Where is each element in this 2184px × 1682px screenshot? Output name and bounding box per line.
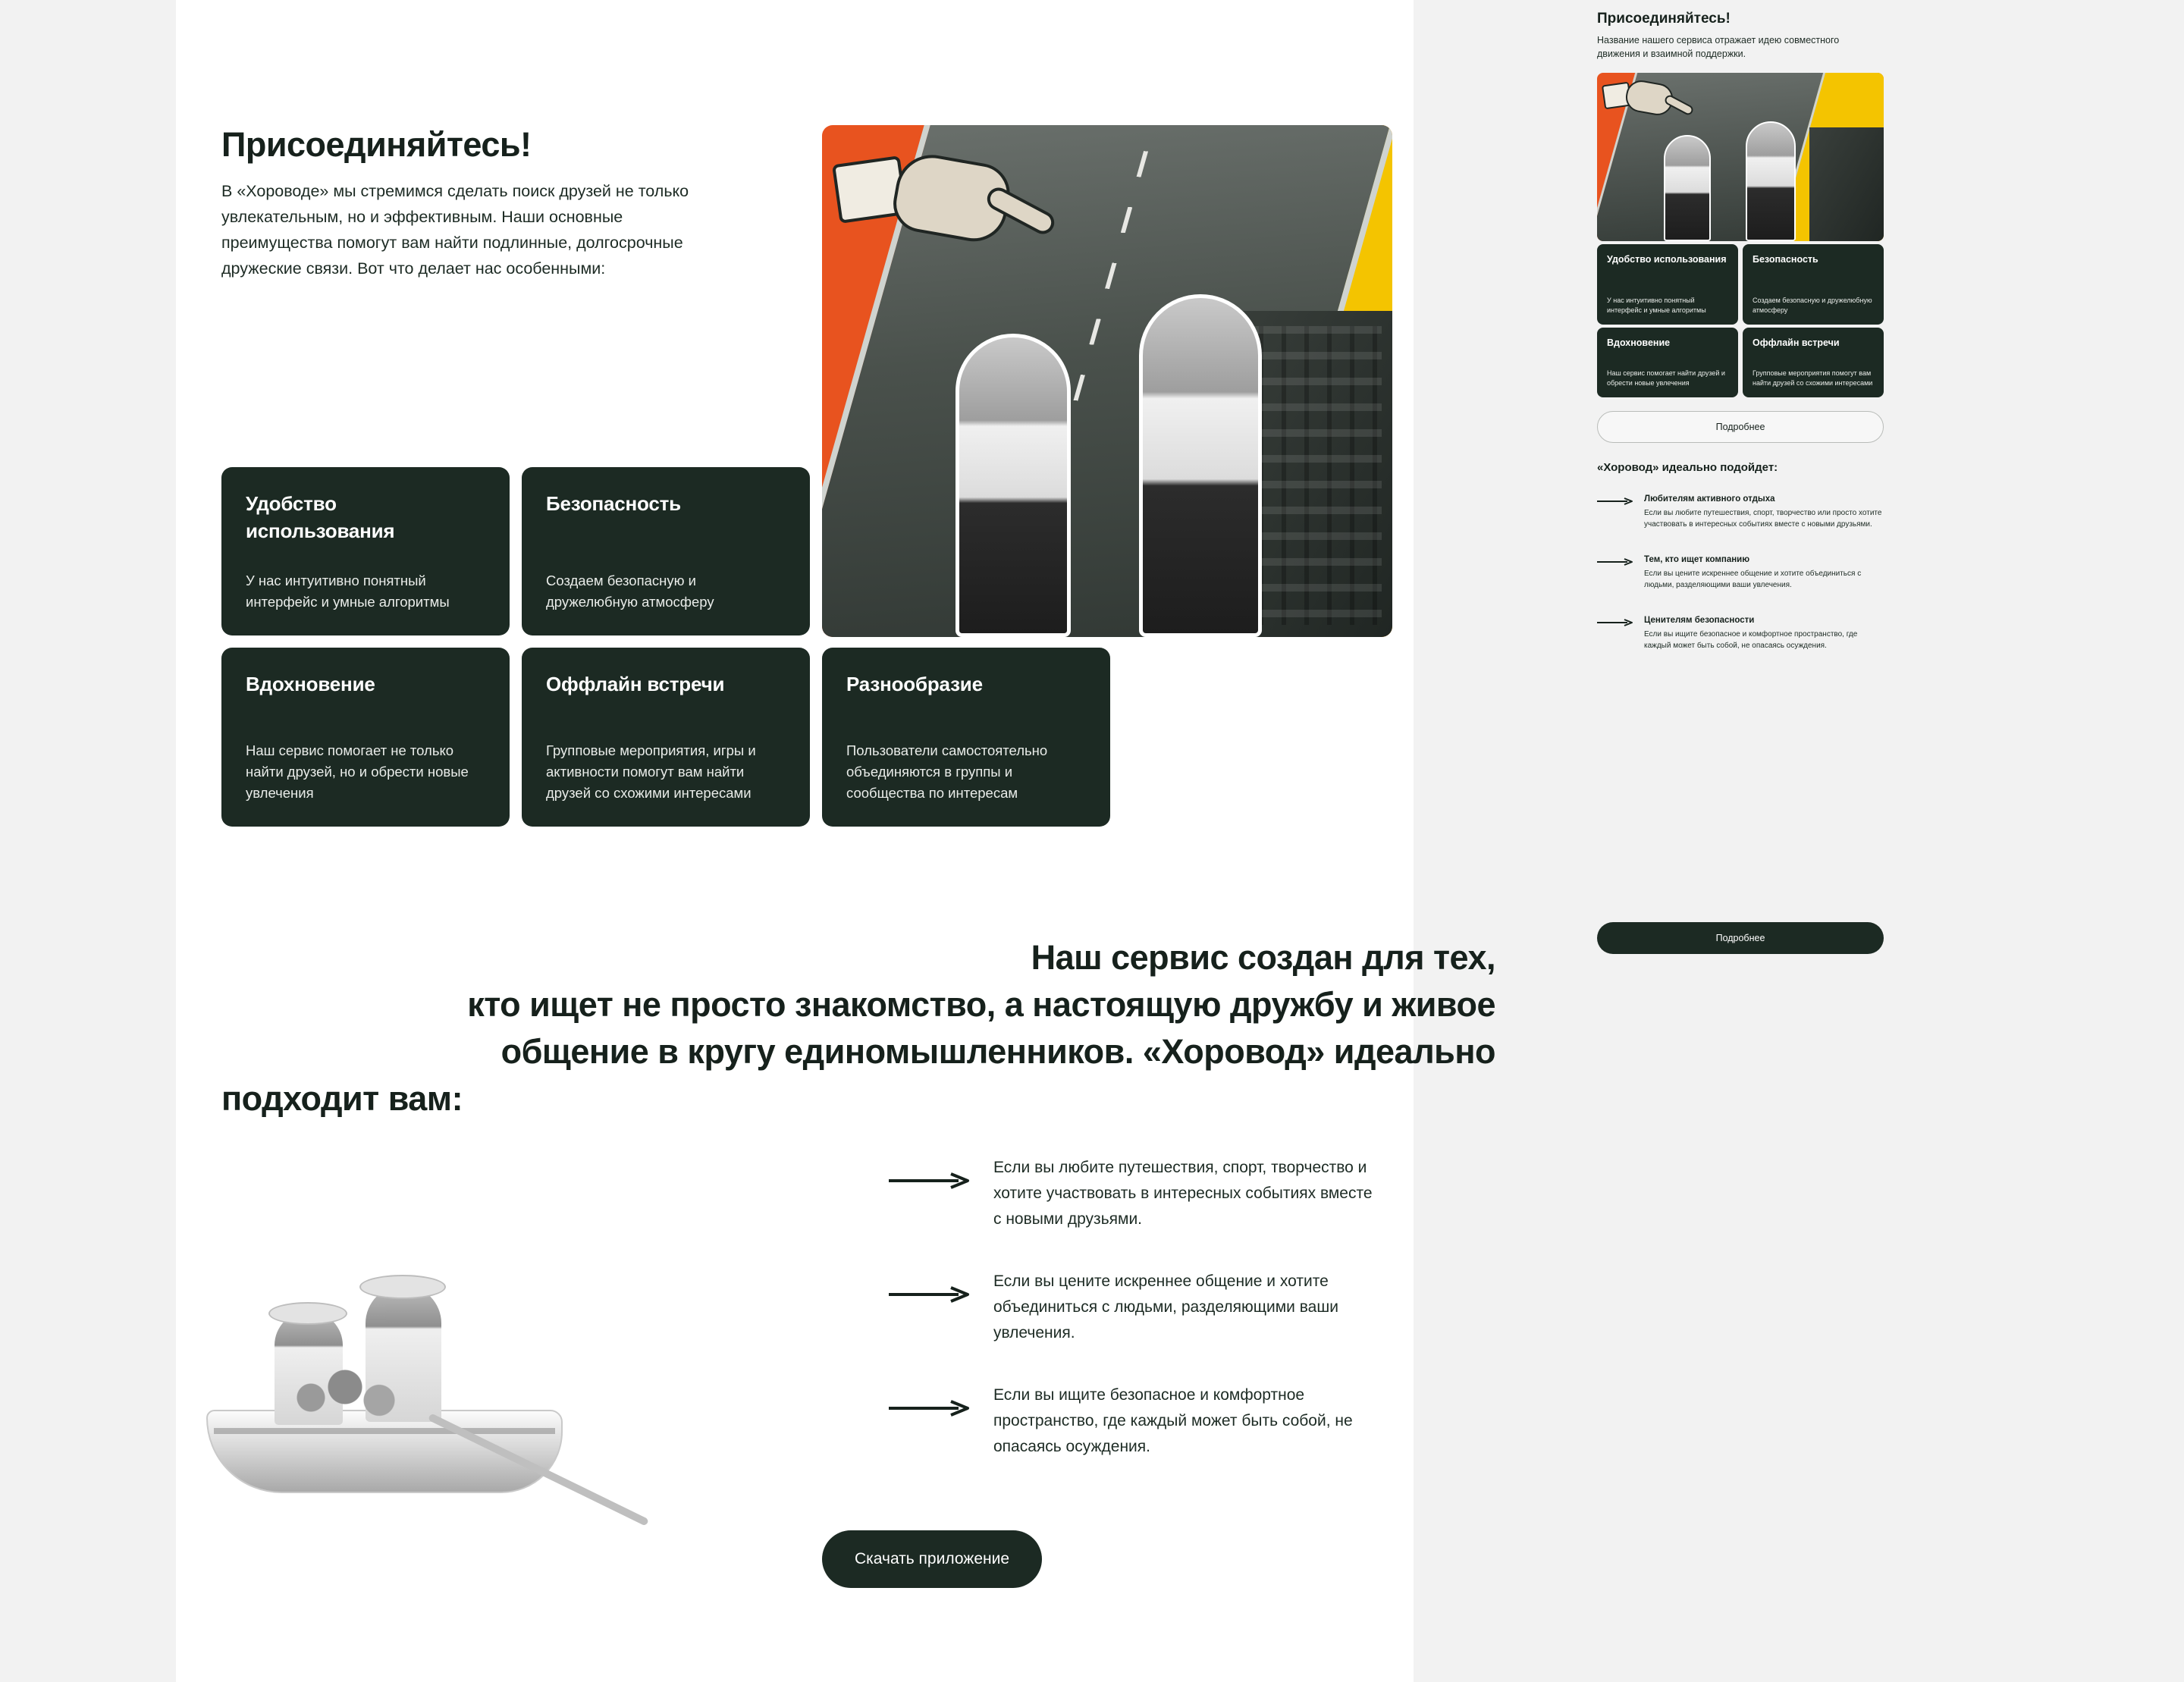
person-cutout-right (1139, 294, 1262, 637)
list-item (889, 1155, 1374, 1269)
page-title: Присоединяйтесь! (221, 125, 532, 164)
mobile-benefit-title: Любителям активного отдыха (1644, 494, 1775, 504)
card-text: Наш сервис помогает не только найти друзей, но и обрести новые увлечения (246, 742, 469, 801)
mobile-feature-card-offline-meetings[interactable] (1743, 328, 1884, 397)
mobile-benefit-text: Если вы цените искреннее общение и хотите объединиться с людьми, разделяющими ваши увлечения. (1644, 570, 1862, 589)
heading-line-2: кто ищет не просто знакомство, а настоящую дружбу и живое (467, 985, 1495, 1024)
mobile-card-title: Удобство использования (1607, 254, 1727, 265)
benefit-text: Если вы цените искреннее общение и хотите объединиться с людьми, разделяющими ваши увлечения. (993, 1272, 1338, 1342)
boat-hat-right (359, 1275, 446, 1299)
card-title: Оффлайн встречи (546, 673, 725, 695)
mobile-card-title: Оффлайн встречи (1753, 337, 1840, 348)
arrow-right-icon (889, 1285, 972, 1304)
mobile-feature-card-usability[interactable] (1597, 244, 1738, 325)
arrow-right-icon (889, 1399, 972, 1417)
mobile-card-text: Групповые мероприятия помогут вам найти друзей со схожими интересами (1753, 369, 1873, 387)
mobile-section-subtitle: «Хоровод» идеально подойдет: (1597, 461, 1778, 474)
mobile-card-title: Безопасность (1753, 254, 1818, 265)
boat-hat-left (268, 1302, 347, 1325)
card-title: Безопасность (546, 492, 681, 515)
arrow-right-icon (1597, 557, 1633, 566)
mobile-card-text: Наш сервис помогает найти друзей и обрести новые увлечения (1607, 369, 1725, 387)
list-item (889, 1269, 1374, 1382)
mobile-card-title: Вдохновение (1607, 337, 1671, 348)
list-item (889, 1382, 1374, 1496)
boat-illustration (176, 1240, 669, 1498)
mobile-hand-finger (1663, 93, 1694, 116)
mobile-page-title: Присоединяйтесь! (1597, 11, 1731, 27)
feature-card-inspiration[interactable] (221, 648, 510, 827)
mobile-card-text: Создаем безопасную и дружелюбную атмосферу (1753, 297, 1872, 314)
card-title: Разнообразие (846, 673, 983, 695)
arrow-right-icon (1597, 617, 1633, 626)
heading-line-3: общение в кругу единомышленников. «Хоровод» идеально (500, 1032, 1495, 1071)
mobile-benefit-title: Тем, кто ищет компанию (1644, 555, 1750, 564)
collage-image (822, 125, 1392, 637)
download-app-button[interactable]: Скачать приложение (822, 1530, 1042, 1588)
heading-line-1: Наш сервис создан для тех, (1031, 938, 1495, 977)
card-text: Создаем безопасную и дружелюбную атмосферу (546, 573, 714, 610)
benefit-text: Если вы любите путешествия, спорт, творчество и хотите участвовать в интересных событиях вместе с новыми друзьями. (993, 1159, 1373, 1228)
mobile-building-photo (1809, 127, 1884, 241)
arrow-right-icon (889, 1172, 972, 1190)
section-heading (221, 934, 1495, 1122)
feature-card-usability[interactable] (221, 467, 510, 635)
mobile-feature-card-inspiration[interactable] (1597, 328, 1738, 397)
pointing-hand-icon (836, 152, 1056, 251)
mobile-cta-button[interactable]: Подробнее (1597, 922, 1884, 954)
benefits-list (889, 1155, 1374, 1496)
card-title: Вдохновение (246, 673, 375, 695)
mobile-list-item (1597, 493, 1884, 554)
mobile-person-cutout-left (1664, 135, 1711, 241)
mobile-list-item (1597, 554, 1884, 614)
mobile-benefit-text: Если вы ищите безопасное и комфортное пространство, где каждый может быть собой, не опасаясь осуждения. (1644, 630, 1858, 650)
mobile-collage-image (1597, 73, 1884, 241)
card-text: Групповые мероприятия, игры и активности помогут вам найти друзей со схожими интересами (546, 742, 756, 801)
card-title: Удобство использования (246, 492, 395, 542)
feature-card-security[interactable] (522, 467, 810, 635)
benefit-text: Если вы ищите безопасное и комфортное пространство, где каждый может быть собой, не опасаясь осуждения. (993, 1386, 1353, 1455)
boat-plants (288, 1366, 402, 1419)
desktop-artboard (176, 0, 1495, 1682)
mobile-feature-card-security[interactable] (1743, 244, 1884, 325)
mobile-card-text: У нас интуитивно понятный интерфейс и умные алгоритмы (1607, 297, 1706, 314)
feature-card-offline-meetings[interactable] (522, 648, 810, 827)
feature-card-variety[interactable] (822, 648, 1110, 827)
card-text: Пользователи самостоятельно объединяются в группы и сообщества по интересам (846, 742, 1048, 801)
mobile-details-button[interactable]: Подробнее (1597, 411, 1884, 443)
mobile-artboard (1589, 0, 1893, 978)
mobile-person-cutout-right (1746, 121, 1796, 241)
person-cutout-left (956, 334, 1071, 637)
mobile-benefits-list (1597, 493, 1884, 675)
card-text: У нас интуитивно понятный интерфейс и умные алгоритмы (246, 573, 450, 610)
mobile-benefit-title: Ценителям безопасности (1644, 616, 1755, 625)
heading-line-4: подходит вам: (221, 1079, 463, 1118)
arrow-right-icon (1597, 496, 1633, 505)
mobile-list-item (1597, 614, 1884, 675)
mobile-pointing-hand-icon (1603, 80, 1694, 120)
mobile-intro-paragraph: Название нашего сервиса отражает идею совместного движения и взаимной поддержки. (1597, 35, 1840, 59)
mobile-benefit-text: Если вы любите путешествия, спорт, творчество или просто хотите участвовать в интересных событиях вместе с новыми друзьями. (1644, 509, 1882, 529)
intro-paragraph: В «Хороводе» мы стремимся сделать поиск друзей не только увлекательным, но и эффективным. Наши основные преимущества помогут вам найти подлинные, долгосрочные дружеские связи. Вот что делает нас особенными: (221, 182, 689, 278)
